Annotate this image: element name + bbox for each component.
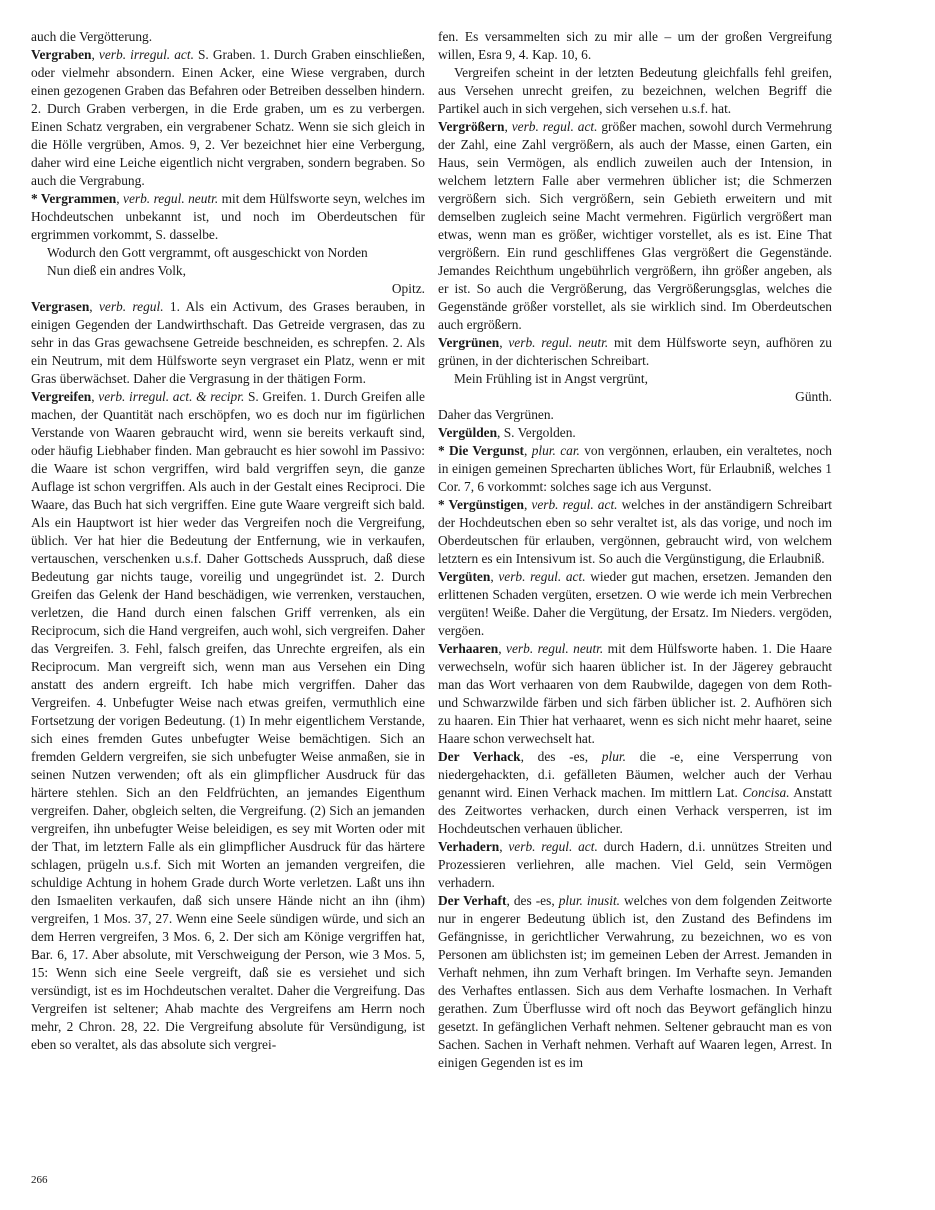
entry-verhadern: Verhadern, verb. regul. act. durch Hadern, d.i. unnützes Streiten und Prozessieren verliehren, alle machen. Viel Geld, sein Vermögen verhadern. [438,839,832,890]
entry-text: , S. Vergolden. [497,425,576,440]
entry-vergrammen: * Vergrammen, verb. regul. neutr. mit dem Hülfsworte seyn, welches im Hochdeutschen unbekannt ist, und noch im Oberdeutschen für ergrimmen vorkommt, S. dasselbe. [31,191,425,242]
entry-vergruenen: Vergrünen, verb. regul. neutr. mit dem Hülfsworte seyn, aufhören zu grünen, in der dichterischen Schreibart. [438,335,832,368]
entry-text: Anstatt des Zeitwortes verhacken, durch einen Verhack versperren, ist im Hochdeutschen verhauen üblicher. [438,785,832,836]
entry-text: 1. Als ein Activum, des Grases berauben, in einigen Gegenden der Landwirthschaft. Das Getreide vergrasen, das zu sehr in das Gras gewachsene Getreide beschneiden, es schrepfen. 2. Als ein Neutrum, mit dem Hülfsworte seyn vergraset ein Platz, wenn er mit Gras überwächset. Daher die Vergrasung in der thätigen Form. [31,299,426,386]
headword: Vergrasen [31,299,90,314]
quote-attribution: Opitz. [391,281,425,296]
headword: Verhadern [438,839,500,854]
headword: Die Vergunst [449,443,525,458]
entry-vergunst: * Die Vergunst, plur. car. von vergönnen, erlauben, ein veraltetes, noch in einigen gemeinen Sprecharten übliches Wort, für Erlaubniß, welches 1 Cor. 7, 6 vorkommt: solches sage ich aus Vergunst. [438,443,832,494]
headword: Verhaaren [438,641,499,656]
entry-text: mit dem Hülfsworte seyn, aufhören zu grünen, in der dichterischen Schreibart. [438,335,832,368]
entry-vergrasen: Vergrasen, verb. regul. 1. Als ein Activum, des Grases berauben, in einigen Gegenden der Landwirthschaft. Das Getreide vergrasen, das zu sehr in das Gras gewachsene Getreide beschneiden, es schrepfen. 2. Als ein Neutrum, mit dem Hülfsworte seyn vergraset ein Platz, wenn er mit Gras überwächset. Daher die Vergrasung in der thätigen Form. [31,299,426,386]
left-column [31,28,425,1054]
entry-text: , des -es, [506,893,559,908]
asterisk-marker: * [31,191,41,206]
grammar-label: verb. regul. [98,299,164,314]
verse-line: Mein Frühling ist in Angst vergrünt, [454,371,648,386]
headword: Vergrünen [438,335,500,350]
entry-text: wieder gut machen, ersetzen. Jemanden den erlittenen Schaden vergüten, ersetzen. O wie werde ich mein Verbrechen vergüten! Weiße. Daher die Vergütung, der Ersatz. Im Nieders. vergöden, vergöen. [438,569,832,638]
grammar-label: plur. inusit. [558,893,621,908]
latin-term: Concisa. [742,785,790,800]
grammar-label: verb. regul. neutr. [508,335,609,350]
entry-text: die -e, eine Versperrung von niedergehackten, d.i. gefälleten Bäumen, welcher auch der Verhau genannt wird. Einen Verhack machen. Im mittlern Lat. [438,749,833,800]
headword: Vergreifen [31,389,92,404]
entry-vergreifen: Vergreifen, verb. irregul. act. & recipr. S. Greifen. 1. Durch Greifen alle machen, der Quantität nach erschöpfen, wo es doch nur im figürlichen Verstande von Waaren gebraucht wird, wenn sie bereits verkauft sind, oder häufig Liebhaber finden. Man gebraucht es hier sowohl im Passivo: die Waare ist schon vergriffen, wird bald vergriffen seyn, die ganze Auflage ist schon vergriffen. Als auch in der Gestalt eines Reciproci. Die Waare, das Buch hat sich vergriffen. Eine gute Waare vergreift sich bald. Als ein Hauptwort ist hier weder das Vergreifen noch die Vergreifung, üblich. Ver hat hier die Bedeutung der Entfernung, wie in verkaufen, vertauschen, verschenken u.s.f. Daher Gottscheds Ausspruch, daß diese Bedeutung gar nichts tauge, voreilig und ungegründet ist. 2. Durch Greifen das Gelenk der Hand beschädigen, wie verrenken, verstauchen, verletzen, die Hand durch einen falschen Griff verrenken, als ein Reciprocum, sich die Hand vergreifen, auch wohl, sich vergreifen. Daher das Vergreifen. 3. Fehl, falsch greifen, das Unrechte ergreifen, als ein Reciprocum. Man vergreift sich, wenn man aus Versehen ein Ding anstatt des andern ergreift. Ich habe mich vergriffen. Daher das Vergreifen. 4. Unbefugter Weise nach etwas greifen, vermuthlich eine Fortsetzung der vorigen Bedeutung. (1) In mehr eigentlichem Verstande, sich eines fremden Gutes unbefugter Weise bemächtigen. Sich an fremden Geldern vergreifen, sie sich unbefugter Weise anmaßen, sie in seinen Nutzen verwenden; oft als ein glimpflicher Ausdruck für das härtere stehlen. Sich an den Feldfrüchten, an jemandes Eigenthum vergreifen. Daher, obgleich selten, die Vergreifung. (2) Sich an jemanden vergreifen, ihn unbefugter Weise beleidigen, es sey mit Worten oder mit der That, im letztern Falle als ein glimpflicher Ausdruck für das härtere schlagen, prügeln u.s.f. Sich mit Worten an jemanden vergreifen, die schuldige Achtung in hohem Grade durch Worte verletzen. Laßt uns ihn den Ismaeliten verkaufen, daß sich unsere Hände nicht an ihn (ihm) vergreifen, 1 Mos. 37, 27. Wenn eine Seele sündigen würde, und sich an dem Herren vergreifen, 3 Mos. 6, 2. Der sich am Könige vergriffen hat, Bar. 6, 17. Aber absolute, mit Verschweigung der Person, wie 3 Mos. 5, 15: Wenn sich eine Seele vergreift, daß sie es versiehet und sich versündigt, ist es im Hochdeutschen veraltet. Daher die Vergreifung. Das Vergreifen ist seltener; Ahab machte des Vergreifens am Herrn noch mehr, 2 Chron. 28, 22. Die Vergreifung absolute für Versündigung, ist eben so veraltet, als das absolute sich vergrei- [31,389,425,1052]
entry-verguenstigen: * Vergünstigen, verb. regul. act. welches in der anständigern Schreibart der Hochdeutschen eben so sehr veraltet ist, als das vorige, und noch im Oberdeutschen für erlauben, vergönnen, gebraucht wird, von welchem letztern es ein Intensivum ist. So auch die Vergünstigung, die Erlaubniß. [438,497,832,566]
entry-vergraben: Vergraben, verb. irregul. act. S. Graben. 1. Durch Graben einschließen, oder vielmehr absondern. Einen Acker, eine Wiese vergraben, durch einen gezogenen Graben das Befahren oder Betreiben desselben hindern. 2. Durch Graben verbergen, in die Erde graben, um es zu verbergen. Einen Schatz vergraben, ein vergrabener Schatz. Wenn sie sich gleich in die Hölle vergrüben, Amos. 9, 2. Ver bezeichnet hier eine Verbergung, daher wird eine Leiche eigentlich nicht vergraben, sondern begraben. So auch die Vergrabung. [31,47,425,188]
page-number: 266 [31,1174,48,1186]
entry-text: größer machen, sowohl durch Vermehrung der Zahl, eine Zahl vergrößern, als auch der Masse, einen Garten, ein Haus, sein Vermögen, als endlich zuweilen auch der Intension, in welchem letztern Falle aber vermehren üblicher ist; die Schmerzen vergrößern sich. Sich vergrößern, sein Gebieth erweitern und mit demselben zugleich seine Macht vermehren. Figürlich vergrößert man etwas, wenn man es größer, wichtiger vorstellet, als es ist. Eine That vergrößern. Ein rund geschliffenes Glas vergrößert die Gegenstände. Jemandes Reichthum ungebührlich vergrößern, ihn größer angeben, als er ist. So auch die Vergrößerung, das Vergrößerungsglas, welches die Gegenstände größer vorstellet, als sie wirklich sind. Im Oberdeutschen auch ergrößern. [438,119,832,332]
entry-text: durch Hadern, d.i. unnützes Streiten und Prozessieren verliehren, alle machen. Viel Geld, sein Vermögen verhadern. [438,839,832,890]
grammar-label: verb. irregul. act. [98,47,194,62]
headword: Vergraben [31,47,92,62]
entry-text: welches in der anständigern Schreibart der Hochdeutschen eben so sehr veraltet ist, als das vorige, und noch im Oberdeutschen für erlauben, vergönnen, gebraucht wird, von welchem letztern es ein Intensivum ist. So auch die Vergünstigung, die Erlaubniß. [438,497,832,566]
continuation-text: fen. Es versammelten sich zu mir alle – um der großen Vergreifung willen, Esra 9, 4. Kap. 10, 6. [438,29,832,62]
paragraph: Vergreifen scheint in der letzten Bedeutung gleichfalls fehl greifen, aus Versehen unrecht greifen, zu bezeichnen, welchen Begriff die Partikel auch in sich vergehen, sich versehen u.s.f. hat. [438,65,832,116]
entry-text: , des -es, [520,749,602,764]
grammar-label: plur. car. [531,443,580,458]
entry-verhaft [438,892,832,1072]
asterisk-marker: * [438,443,450,458]
quote-attribution: Günth. [795,389,832,404]
entry-vergroessern: Vergrößern, verb. regul. act. größer machen, sowohl durch Vermehrung der Zahl, eine Zahl vergrößern, als auch der Masse, einen Garten, ein Haus, sein Vermögen, als endlich zuweilen auch der Intension, in welchem letztern Falle aber vermehren üblicher ist; die Schmerzen vergrößern sich. Sich vergrößern, sein Gebieth erweitern und mit demselben zugleich seine Macht vermehren. Figürlich vergrößert man etwas, wenn man es größer, wichtiger vorstellet, als es ist. Eine That vergrößern. Ein rund geschliffenes Glas vergrößert die Gegenstände. Jemandes Reichthum ungebührlich vergrößern, ihn größer angeben, als er ist. So auch die Vergrößerung, das Vergrößerungsglas, welches die Gegenstände größer vorstellet, als sie wirklich sind. Im Oberdeutschen auch ergrößern. [438,119,832,332]
grammar-label: plur. [601,749,626,764]
grammar-label: verb. irregul. act. & recipr. [98,389,245,404]
grammar-label: verb. regul. act. [498,569,586,584]
entry-text: von vergönnen, erlauben, ein veraltetes, noch in einigen gemeinen Sprecharten übliches Wort, für Erlaubniß, welches 1 Cor. 7, 6 vorkommt: solches sage ich aus Vergunst. [438,443,832,494]
entry-verguelden [438,424,832,442]
headword: Vergrößern [438,119,505,134]
paragraph: Daher das Vergrünen. [438,407,554,422]
grammar-label: verb. regul. neutr. [123,191,219,206]
entry-text: welches von dem folgenden Zeitworte nur in engerer Bedeutung üblich ist, den Zustand des Befindens im Gefängnisse, in gerichtlicher Verwahrung, zu bezeichnen, wo es von Personen am üblichsten ist; im gemeinen Leben der Arrest. Jemanden in Verhaft nehmen, ihn zum Verhaft bringen. Im Verhafte seyn. Jemanden des Verhaftes entlassen. Sich aus dem Verhafte losmachen. In Verhaft gerathen. Zum Überflusse wird oft noch das Beywort gefänglich hinzu gesetzt. In gefänglichen Verhaft nehmen. Seltener gebraucht man es von Sachen. Sachen in Verhaft nehmen. Verhaft auf Waaren legen, Arrest. In einigen Gegenden ist es im [438,893,832,1070]
verse-line: Nun dieß ein andres Volk, [47,263,186,278]
entry-text: S. Greifen. 1. Durch Greifen alle machen, der Quantität nach erschöpfen, wo es doch nur im figürlichen Verstande von Waaren gebraucht wird, wenn sie bereits verkauft sind, oder häufig Liebhaber finden. Man gebraucht es hier sowohl im Passivo: die Waare ist schon vergriffen, wird bald vergriffen seyn, die ganze Auflage ist schon vergriffen. Als auch in der Gestalt eines Reciproci. Die Waare, das Buch hat sich vergriffen. Eine gute Waare vergreift sich bald. Als ein Hauptwort ist hier weder das Vergreifen noch die Vergreifung, üblich. Ver hat hier die Bedeutung der Entfernung, wie in verkaufen, vertauschen, verschenken u.s.f. Daher Gottscheds Ausspruch, daß diese Bedeutung gar nichts tauge, voreilig und ungegründet ist. 2. Durch Greifen das Gelenk der Hand beschädigen, wie verrenken, verstauchen, verletzen, die Hand durch einen falschen Griff verrenken, als ein Reciprocum, sich die Hand vergreifen, auch wohl, sich vergreifen. Daher das Vergreifen. 3. Fehl, falsch greifen, das Unrechte ergreifen, als ein Reciprocum. Man vergreift sich, wenn man aus Versehen ein Ding anstatt des andern ergreift. Ich habe mich vergriffen. Daher das Vergreifen. 4. Unbefugter Weise nach etwas greifen, vermuthlich eine Fortsetzung der vorigen Bedeutung. (1) In mehr eigentlichem Verstande, sich eines fremden Gutes unbefugter Weise bemächtigen. Sich an fremden Geldern vergreifen, sie sich unbefugter Weise anmaßen, sie in seinen Nutzen verwenden; oft als ein glimpflicher Ausdruck für das härtere stehlen. Sich an den Feldfrüchten, an jemandes Eigenthum vergreifen. Daher, obgleich selten, die Vergreifung. (2) Sich an jemanden vergreifen, ihn unbefugter Weise beleidigen, es sey mit Worten oder mit der That, im letztern Falle als ein glimpflicher Ausdruck für das härtere schlagen, prügeln u.s.f. Sich mit Worten an jemanden vergreifen, die schuldige Achtung in hohem Grade durch Worte verletzen. Laßt uns ihn den Ismaeliten verkaufen, daß sich unsere Hände nicht an ihn (ihm) vergreifen, 1 Mos. 37, 27. Wenn eine Seele sündigen würde, und sich an dem Herren vergreifen, 3 Mos. 6, 2. Der sich am Könige vergriffen hat, Bar. 6, 17. Aber absolute, mit Verschweigung der Person, wie 3 Mos. 5, 15: Wenn sich eine Seele vergreift, daß sie es versiehet und sich versündigt, ist es im Hochdeutschen veraltet. Daher die Vergreifung. Das Vergreifen ist seltener; Ahab machte des Vergreifens am Herrn noch mehr, 2 Chron. 28, 22. Die Vergreifung absolute für Versündigung, ist eben so veraltet, als das absolute sich vergrei- [31,389,425,1052]
right-column [438,28,832,1072]
grammar-label: verb. regul. neutr. [506,641,604,656]
grammar-label: verb. regul. act. [531,497,618,512]
headword: Der Verhack [438,749,521,764]
entry-text: S. Graben. 1. Durch Graben einschließen, oder vielmehr absondern. Einen Acker, eine Wiese vergraben, durch einen gezogenen Graben das Befahren oder Betreiben desselben hindern. 2. Durch Graben verbergen, in die Erde graben, um es zu verbergen. Einen Schatz vergraben, ein vergrabener Schatz. Wenn sie sich gleich in die Hölle vergrüben, Amos. 9, 2. Ver bezeichnet hier eine Verbergung, daher wird eine Leiche eigentlich nicht vergraben, sondern begraben. So auch die Vergrabung. [31,47,425,188]
headword: Der Verhaft [438,893,507,908]
headword: Vergüten [438,569,491,584]
grammar-label: verb. regul. act. [508,839,598,854]
entry-verguten: Vergüten, verb. regul. act. wieder gut machen, ersetzen. Jemanden den erlittenen Schaden vergüten, ersetzen. O wie werde ich mein Verbrechen vergüten! Weiße. Daher die Vergütung, der Ersatz. Im Nieders. vergöden, vergöen. [438,569,832,638]
grammar-label: verb. regul. act. [511,119,598,134]
headword: Vergrammen [40,191,117,206]
entry-text: mit dem Hülfsworte haben. 1. Die Haare verwechseln, wofür sich haaren üblicher ist. In der Jägerey gebraucht man das Wort verhaaren von dem Raubwilde, dagegen von dem Roth- und Schwarzwilde färben und sich färben üblicher ist. 2. Aufhören sich zu haaren. Ein Thier hat verhaaret, wenn es sich nicht mehr haaret, seine Haare schon verwechselt hat. [438,641,832,746]
headword: Vergülden [438,425,498,440]
entry-verhaaren: Verhaaren, verb. regul. neutr. mit dem Hülfsworte haben. 1. Die Haare verwechseln, wofür sich haaren üblicher ist. In der Jägerey gebraucht man das Wort verhaaren von dem Raubwilde, dagegen von dem Roth- und Schwarzwilde färben und sich färben üblicher ist. 2. Aufhören sich zu haaren. Ein Thier hat verhaaret, wenn es sich nicht mehr haaret, seine Haare schon verwechselt hat. [438,641,832,746]
verse-line: Wodurch den Gott vergrammt, oft ausgeschickt von Norden [47,245,368,260]
continuation-text: auch die Vergötterung. [31,29,153,44]
entry-verhack [438,748,832,838]
headword: Vergünstigen [448,497,524,512]
asterisk-marker: * [438,497,449,512]
entry-text: mit dem Hülfsworte seyn, welches im Hochdeutschen unbekannt ist, und noch im Oberdeutschen für ergrimmen vorkommt, S. dasselbe. [31,191,425,242]
